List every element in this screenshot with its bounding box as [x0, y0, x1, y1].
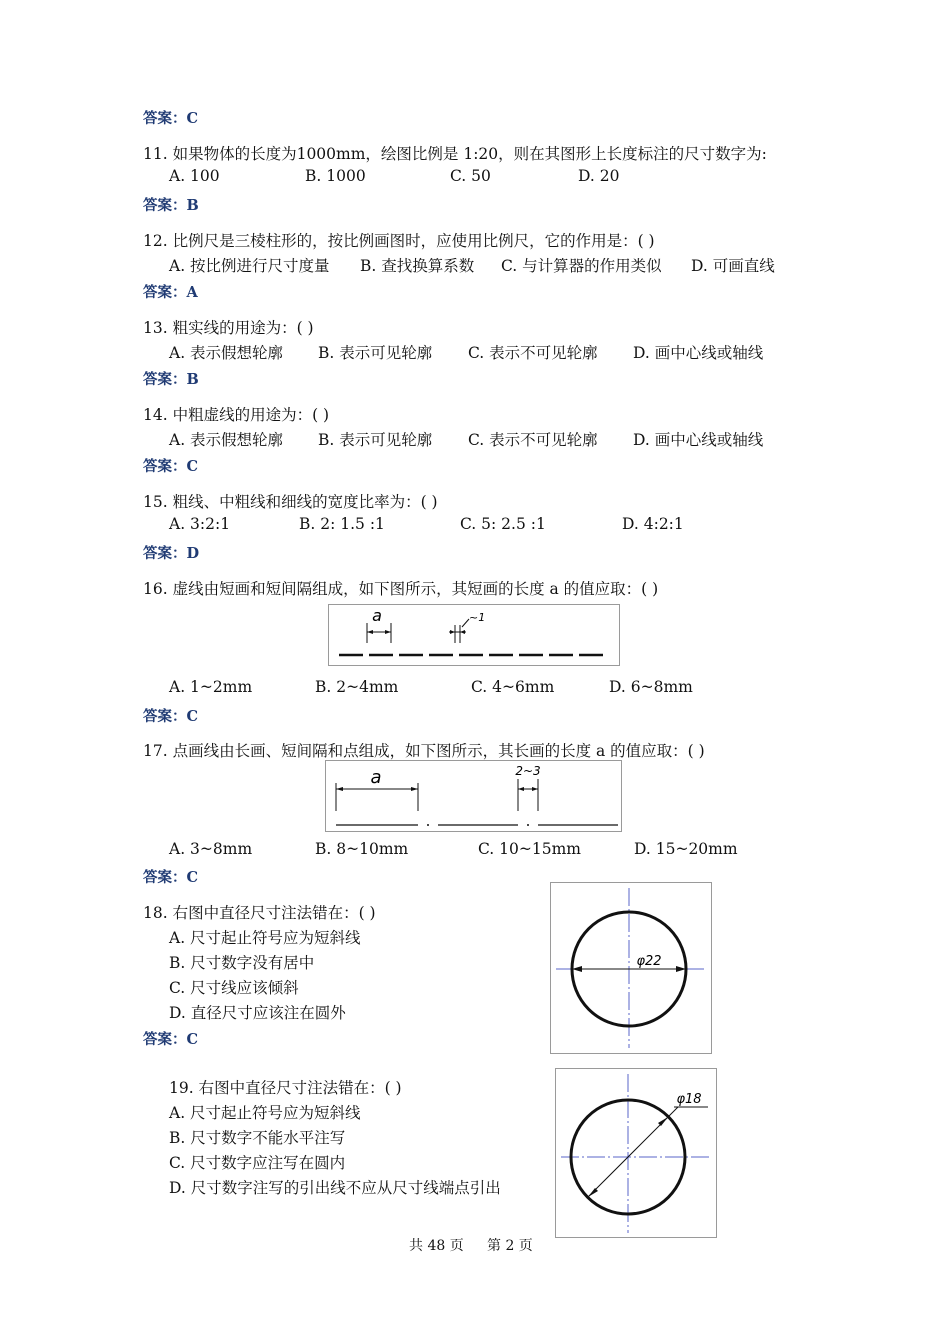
dim-label-gap: ~1 — [469, 611, 486, 624]
q17-option-b: B. 8~10mm — [315, 840, 409, 858]
q17-option-c: C. 10~15mm — [478, 840, 581, 858]
q19-option-a: A. 尺寸起止符号应为短斜线 — [169, 1104, 361, 1122]
q15-option-a: A. 3:2:1 — [169, 515, 231, 533]
q12-option-a: A. 按比例进行尺寸度量 — [169, 257, 330, 275]
q18-option-a: A. 尺寸起止符号应为短斜线 — [169, 929, 361, 947]
q14-option-c: C. 表示不可见轮廓 — [468, 431, 598, 449]
dim-label-a: a — [372, 606, 382, 625]
question-19: 19. 右图中直径尺寸注法错在：( ) — [169, 1079, 402, 1097]
q19-option-b: B. 尺寸数字不能水平注写 — [169, 1129, 346, 1147]
q12-answer: 答案：A — [143, 284, 198, 301]
q16-option-d: D. 6~8mm — [609, 678, 693, 696]
q17-option-a: A. 3~8mm — [169, 840, 253, 858]
q11-option-d: D. 20 — [578, 167, 620, 185]
q12-option-d: D. 可画直线 — [691, 257, 775, 275]
q16-option-b: B. 2~4mm — [315, 678, 399, 696]
q12-option-c: C. 与计算器的作用类似 — [501, 257, 662, 275]
question-18: 18. 右图中直径尺寸注法错在：( ) — [143, 904, 376, 922]
circle-diameter-figure-2 — [555, 1068, 717, 1238]
q17-option-d: D. 15~20mm — [634, 840, 738, 858]
q15-option-b: B. 2: 1.5 :1 — [299, 515, 385, 533]
question-14: 14. 中粗虚线的用途为：( ) — [143, 406, 330, 424]
q11-answer: 答案：B — [143, 197, 199, 214]
question-11: 11. 如果物体的长度为1000mm，绘图比例是 1:20，则在其图形上长度标注的尺寸数字为: — [143, 145, 767, 163]
dash-dot-line-figure — [325, 760, 622, 832]
q18-option-c: C. 尺寸线应该倾斜 — [169, 979, 299, 997]
footer-current-page: 第 2 页 — [487, 1238, 533, 1254]
q18-option-b: B. 尺寸数字没有居中 — [169, 954, 315, 972]
q16-option-c: C. 4~6mm — [471, 678, 555, 696]
answer-prev: 答案：C — [143, 110, 199, 127]
footer-total-pages: 共 48 页 — [409, 1238, 464, 1254]
q16-option-a: A. 1~2mm — [169, 678, 253, 696]
dim-label-phi22: φ22 — [636, 954, 662, 969]
question-13: 13. 粗实线的用途为：( ) — [143, 319, 314, 337]
dim-label-a-long: a — [370, 767, 382, 788]
dim-label-2-3: 2~3 — [515, 764, 541, 778]
q14-option-d: D. 画中心线或轴线 — [633, 431, 764, 449]
question-16: 16. 虚线由短画和短间隔组成，如下图所示，其短画的长度 a 的值应取：( ) — [143, 580, 659, 598]
q15-option-c: C. 5: 2.5 :1 — [460, 515, 546, 533]
q14-option-a: A. 表示假想轮廓 — [169, 431, 284, 449]
q11-option-b: B. 1000 — [305, 167, 366, 185]
q11-option-c: C. 50 — [450, 167, 491, 185]
q15-answer: 答案：D — [143, 545, 200, 562]
q13-option-b: B. 表示可见轮廓 — [318, 344, 433, 362]
q11-option-a: A. 100 — [169, 167, 220, 185]
q19-option-c: C. 尺寸数字应注写在圆内 — [169, 1154, 346, 1172]
question-12: 12. 比例尺是三棱柱形的，按比例画图时，应使用比例尺，它的作用是：( ) — [143, 232, 655, 250]
q18-option-d: D. 直径尺寸应该注在圆外 — [169, 1004, 346, 1022]
q13-option-c: C. 表示不可见轮廓 — [468, 344, 598, 362]
question-17: 17. 点画线由长画、短间隔和点组成，如下图所示，其长画的长度 a 的值应取：( ) — [143, 742, 705, 760]
q15-option-d: D. 4:2:1 — [622, 515, 684, 533]
circle-diameter-figure-1 — [550, 882, 712, 1054]
q12-option-b: B. 查找换算系数 — [360, 257, 475, 275]
q13-option-a: A. 表示假想轮廓 — [169, 344, 284, 362]
dim-label-phi18: φ18 — [676, 1092, 702, 1107]
question-15: 15. 粗线、中粗线和细线的宽度比率为：( ) — [143, 493, 438, 511]
q13-option-d: D. 画中心线或轴线 — [633, 344, 764, 362]
q18-answer: 答案：C — [143, 1031, 199, 1048]
dashed-line-figure — [328, 604, 620, 666]
q17-answer: 答案：C — [143, 869, 199, 886]
q14-answer: 答案：C — [143, 458, 199, 475]
q13-answer: 答案：B — [143, 371, 199, 388]
q16-answer: 答案：C — [143, 708, 199, 725]
q19-option-d: D. 尺寸数字注写的引出线不应从尺寸线端点引出 — [169, 1179, 501, 1197]
q14-option-b: B. 表示可见轮廓 — [318, 431, 433, 449]
